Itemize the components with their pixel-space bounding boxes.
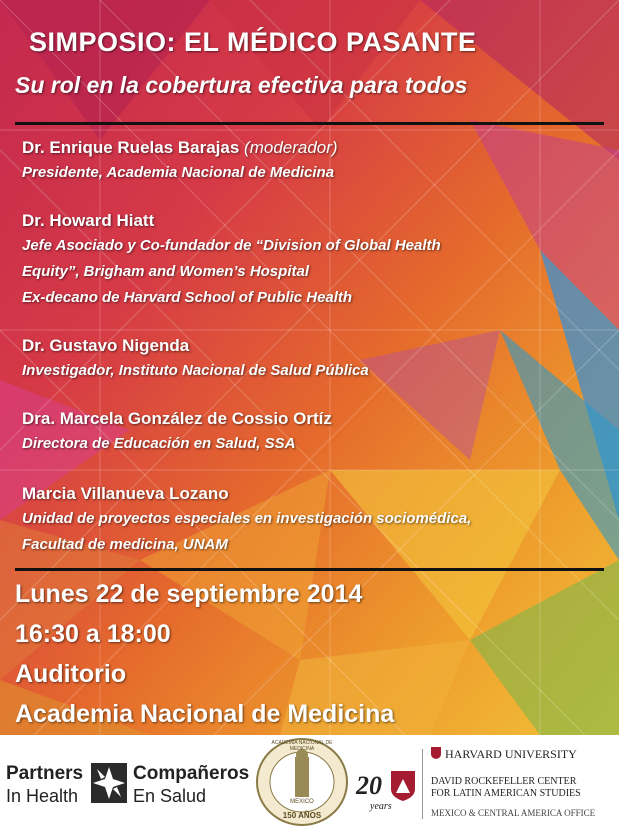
event-institution: Academia Nacional de Medicina [15, 700, 395, 728]
bottom-divider [15, 568, 604, 571]
speaker-1-role-1: Presidente, Academia Nacional de Medicina [22, 164, 335, 181]
drclas-line-3: MEXICO & CENTRAL AMERICA OFFICE [431, 808, 596, 818]
harvard-shield-icon [431, 747, 441, 759]
speaker-2-role-2: Equity”, Brigham and Women’s Hospital [22, 263, 309, 280]
seal-bottom-text: 150 AÑOS [282, 811, 322, 820]
speaker-2-role-1: Jefe Asociado y Co-fundador de “Division of Global Health [22, 237, 441, 254]
ces-line-2: En Salud [133, 786, 207, 806]
speaker-5-role-1: Unidad de proyectos especiales en investigación sociomédica, [22, 510, 472, 527]
pih-line-2: In Health [6, 786, 79, 806]
speaker-4-role-1: Directora de Educación en Salud, SSA [22, 435, 296, 452]
anniversary-number: 20 [356, 771, 382, 800]
event-time: 16:30 a 18:00 [15, 620, 171, 648]
harvard-name: HARVARD UNIVERSITY [445, 747, 577, 761]
ces-line-1: Compañeros [133, 763, 250, 784]
speaker-3-name: Dr. Gustavo Nigenda [22, 336, 190, 355]
speaker-1-name [22, 138, 338, 158]
drclas-line-2: FOR LATIN AMERICAN STUDIES [431, 788, 581, 799]
pih-line-1: Partners [6, 763, 84, 784]
speaker-1-note: (moderador) [239, 138, 338, 157]
drclas-shield-icon [391, 771, 415, 801]
speaker-5-name: Marcia Villanueva Lozano [22, 484, 229, 503]
event-subtitle: Su rol en la cobertura efectiva para todos [15, 72, 468, 98]
harvard-divider [422, 749, 423, 819]
pih-cross-icon [91, 763, 127, 803]
speaker-5-role-2: Facultad de medicina, UNAM [22, 536, 228, 553]
anniversary-word: years [370, 801, 392, 812]
academia-seal [255, 737, 349, 827]
seal-top-text: ACADEMIA NACIONAL DE MEDICINA [271, 740, 333, 752]
event-venue: Auditorio [15, 660, 127, 688]
seal-mid-text: MEXICO [290, 799, 314, 805]
speaker-1-name-text: Dr. Enrique Ruelas Barajas [22, 138, 240, 157]
speaker-3-role-1: Investigador, Instituto Nacional de Salud Pública [22, 362, 369, 379]
event-date: Lunes 22 de septiembre 2014 [15, 580, 363, 608]
drclas-line-1: DAVID ROCKEFELLER CENTER [431, 776, 577, 787]
sponsor-footer [0, 735, 619, 829]
speaker-2-name: Dr. Howard Hiatt [22, 211, 155, 230]
top-divider [15, 122, 604, 125]
speaker-2-role-3: Ex-decano de Harvard School of Public Health [22, 289, 353, 306]
event-title: SIMPOSIO: EL MÉDICO PASANTE [29, 27, 477, 57]
speaker-4-name: Dra. Marcela González de Cossio Ortíz [22, 409, 332, 428]
